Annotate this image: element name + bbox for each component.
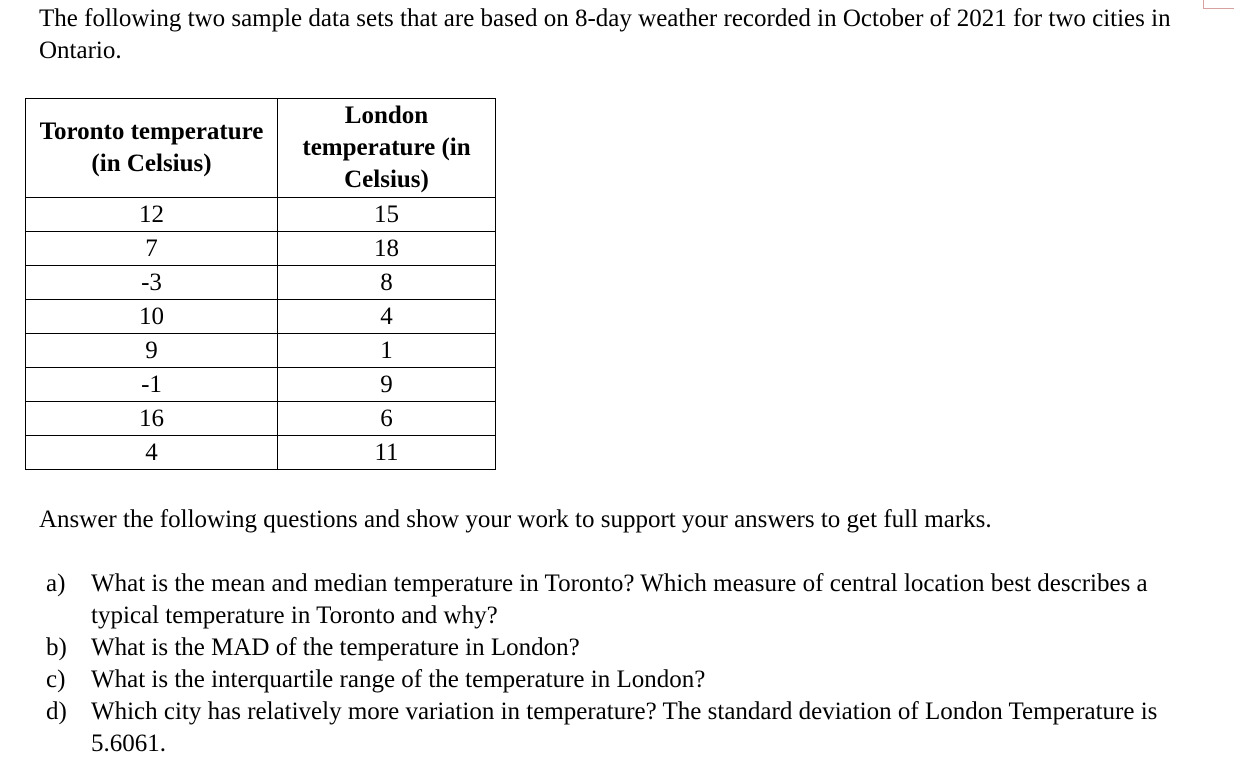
london-cell: 4 [278,300,496,334]
table-row [26,402,496,436]
london-cell: 8 [278,266,496,300]
toronto-cell: -1 [26,368,278,402]
toronto-cell: 9 [26,334,278,368]
header-london: London temperature (in Celsius) [278,99,496,198]
table-row [26,198,496,232]
question-marker: d) [46,698,67,725]
question-text: What is the mean and median temperature in Toronto? Which measure of central location best describes a typical temperature in Toronto and why? [91,570,1148,629]
london-cell: 9 [278,368,496,402]
question-marker: c) [46,666,66,693]
toronto-cell: 4 [26,436,278,470]
table-row [26,436,496,470]
question-text: Which city has relatively more variation in temperature? The standard deviation of London Temperature is 5.6061. [91,698,1158,757]
question-marker: a) [46,570,66,597]
temperature-table [25,98,496,470]
question-list [39,568,1219,760]
london-cell: 15 [278,198,496,232]
question-a [39,568,1219,632]
table-row [26,334,496,368]
toronto-cell: 16 [26,402,278,436]
toronto-cell: -3 [26,266,278,300]
toronto-cell: 10 [26,300,278,334]
question-text: What is the interquartile range of the temperature in London? [91,666,706,693]
header-toronto: Toronto temperature (in Celsius) [26,99,278,198]
toronto-cell: 12 [26,198,278,232]
london-cell: 11 [278,436,496,470]
question-d [39,696,1219,760]
instructions-text: Answer the following questions and show your work to support your answers to get full marks. [39,506,992,533]
table-header-row [26,99,496,198]
table-row [26,300,496,334]
table-row [26,368,496,402]
question-b [39,632,1219,664]
intro-paragraph: The following two sample data sets that are based on 8-day weather recorded in October of 2021 for two cities in Ontario. [39,5,1171,64]
table-row [26,232,496,266]
question-text: What is the MAD of the temperature in London? [91,634,580,661]
london-cell: 18 [278,232,496,266]
london-cell: 1 [278,334,496,368]
toronto-cell: 7 [26,232,278,266]
question-c [39,664,1219,696]
table-row [26,266,496,300]
question-marker: b) [46,634,67,661]
london-cell: 6 [278,402,496,436]
